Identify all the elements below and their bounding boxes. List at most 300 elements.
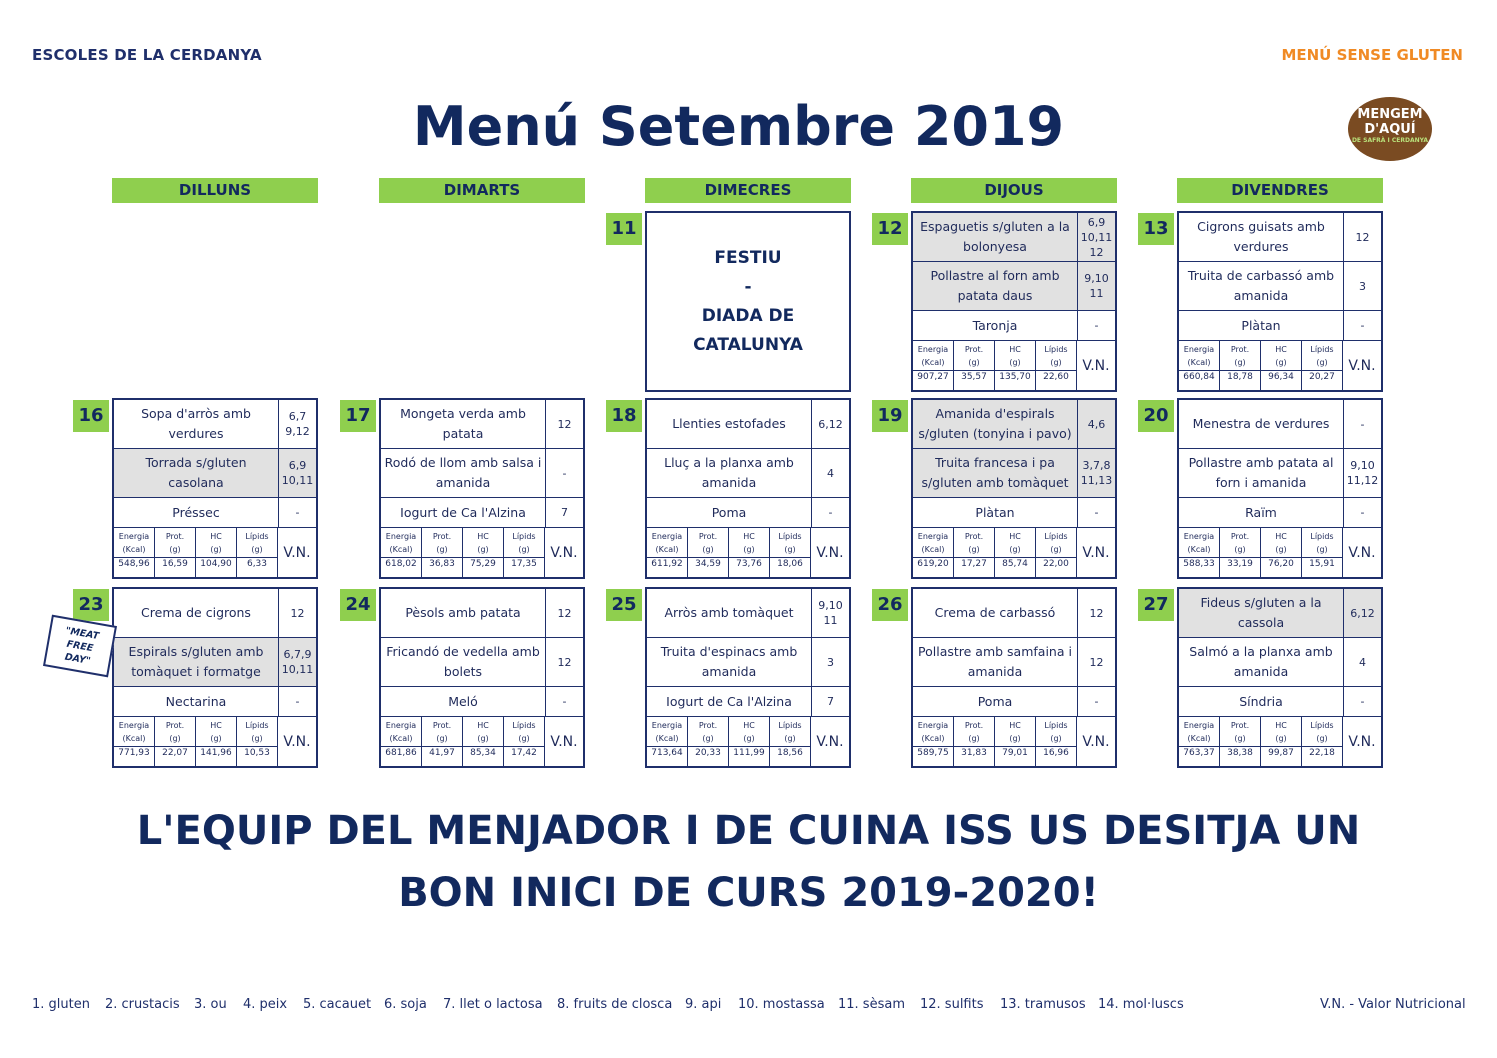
day-number: 26 — [872, 589, 908, 621]
allergen-codes: - — [562, 695, 567, 708]
dish-name: Lluç a la planxa amb amanida — [647, 449, 812, 497]
allergen-codes: - — [295, 695, 300, 708]
menu-card-d25 — [645, 587, 851, 768]
nutrition-value: 18,56 — [777, 748, 803, 758]
dish-row — [381, 589, 583, 638]
nutrition-label — [1261, 528, 1301, 558]
holiday-line-4: CATALUNYA — [693, 334, 803, 355]
nutrition-value: 17,42 — [511, 748, 537, 758]
allergen-codes: 4 — [1359, 655, 1366, 669]
menu-card-d12 — [911, 211, 1117, 392]
dish-row — [913, 687, 1115, 717]
dish-row — [1179, 400, 1381, 449]
nutrition-value: 73,76 — [736, 559, 762, 569]
allergen-codes: - — [1360, 506, 1365, 519]
nutrition-value: 85,74 — [1002, 559, 1028, 569]
nutrition-label-unit: (Kcal) — [921, 734, 945, 743]
dish-row — [1179, 311, 1381, 341]
nutrition-label — [770, 528, 810, 558]
allergen-codes: 12 — [1089, 606, 1104, 620]
nutrition-label-name: Energia — [385, 532, 417, 541]
nutrition-row — [913, 717, 1115, 766]
nutrition-lipids — [1036, 717, 1077, 766]
nutrition-label — [913, 717, 953, 747]
nutrition-label — [995, 341, 1035, 371]
vn-label: V.N. — [1348, 357, 1376, 374]
nutrition-hc — [1261, 341, 1302, 390]
nutrition-value: 76,20 — [1268, 559, 1294, 569]
nutrition-label-unit: (g) — [1234, 358, 1246, 367]
nutrition-label-unit: (g) — [477, 734, 489, 743]
dish-row — [913, 449, 1115, 498]
logo-text-1: MENGEM — [1357, 107, 1423, 122]
meat-free-line-3: DAY" — [63, 651, 92, 667]
dish-name: Pèsols amb patata — [381, 589, 546, 637]
dish-row — [913, 400, 1115, 449]
nutrition-label — [995, 528, 1035, 558]
nutrition-energy — [913, 528, 954, 577]
dish-row — [913, 638, 1115, 687]
nutrition-label — [770, 717, 810, 747]
menu-card-d20 — [1177, 398, 1383, 579]
dish-name: Arròs amb tomàquet — [647, 589, 812, 637]
nutrition-value: 20,27 — [1309, 372, 1335, 382]
nutrition-hc — [1261, 528, 1302, 577]
dish-name: Pollastre amb samfaina i amanida — [913, 638, 1078, 686]
nutrition-label-unit: (g) — [968, 358, 980, 367]
nutrition-label-unit: (g) — [968, 734, 980, 743]
nutrition-label-unit: (g) — [1316, 545, 1328, 554]
meat-free-line-2: FREE — [65, 638, 95, 655]
nutrition-row — [381, 528, 583, 577]
dish-name: Fideus s/gluten a la cassola — [1179, 589, 1344, 637]
menu-card-d27 — [1177, 587, 1383, 768]
nutrition-label-name: HC — [477, 532, 489, 541]
nutrition-label-name: Energia — [651, 532, 683, 541]
dish-row — [1179, 449, 1381, 498]
nutrition-label — [422, 528, 462, 558]
nutrition-row — [1179, 528, 1381, 577]
nutrition-lipids — [237, 717, 278, 766]
nutrition-label-unit: (g) — [1234, 545, 1246, 554]
nutrition-label — [381, 528, 421, 558]
dish-name: Mongeta verda amb patata — [381, 400, 546, 448]
allergen-2: 2. crustacis — [105, 997, 180, 1012]
dish-row — [1179, 262, 1381, 311]
vn-label: V.N. — [1082, 544, 1110, 561]
dish-name: Poma — [647, 498, 812, 527]
nutrition-value: 588,33 — [1183, 559, 1215, 569]
allergen-3: 3. ou — [194, 997, 227, 1012]
dish-row — [381, 638, 583, 687]
nutrition-label-unit: (Kcal) — [921, 545, 945, 554]
nutrition-label-unit: (g) — [436, 734, 448, 743]
nutrition-label-unit: (Kcal) — [1187, 358, 1211, 367]
nutrition-label-name: Prot. — [165, 532, 185, 541]
nutrition-label-name: HC — [1275, 721, 1287, 730]
nutrition-label — [1220, 717, 1260, 747]
dish-name: Torrada s/gluten casolana — [114, 449, 279, 497]
nutrition-label-unit: (g) — [436, 545, 448, 554]
nutrition-hc — [1261, 717, 1302, 766]
dish-name: Síndria — [1179, 687, 1344, 716]
holiday-line-2: - — [744, 276, 752, 297]
nutrition-label-name: Prot. — [698, 532, 718, 541]
nutrition-hc — [463, 717, 504, 766]
allergen-codes: 7 — [827, 695, 834, 708]
dish-name: Crema de cigrons — [114, 589, 279, 637]
allergen-codes: - — [1094, 319, 1099, 332]
nutrition-value: 104,90 — [200, 559, 232, 569]
nutrition-label — [995, 717, 1035, 747]
allergen-5: 5. cacauet — [303, 997, 372, 1012]
nutrition-row — [114, 717, 316, 766]
day-number: 17 — [340, 400, 376, 432]
nutrition-label-name: Prot. — [964, 532, 984, 541]
nutrition-label-unit: (Kcal) — [1187, 545, 1211, 554]
dish-name: Raïm — [1179, 498, 1344, 527]
nutrition-row — [114, 528, 316, 577]
nutrition-label-unit: (Kcal) — [655, 545, 679, 554]
nutrition-value: 17,27 — [961, 559, 987, 569]
nutrition-row — [1179, 341, 1381, 390]
nutrition-label-name: Prot. — [964, 721, 984, 730]
dish-row — [381, 687, 583, 717]
nutrition-value: 20,33 — [695, 748, 721, 758]
dish-name: Salmó a la planxa amb amanida — [1179, 638, 1344, 686]
nutrition-label-unit: (g) — [169, 545, 181, 554]
nutrition-label — [954, 528, 994, 558]
nutrition-label-name: Prot. — [432, 532, 452, 541]
nutrition-value: 16,59 — [162, 559, 188, 569]
nutrition-label-name: Prot. — [165, 721, 185, 730]
dish-name: Sopa d'arròs amb verdures — [114, 400, 279, 448]
allergen-codes: 6,9 10,11 — [279, 449, 316, 497]
allergen-codes: 4,6 — [1078, 400, 1115, 448]
nutrition-prot — [954, 528, 995, 577]
nutrition-prot — [954, 717, 995, 766]
banner-line-1: L'EQUIP DEL MENJADOR I DE CUINA ISS US DESITJA UN — [136, 808, 1361, 854]
nutrition-label-unit: (g) — [1050, 734, 1062, 743]
day-header-tuesday: DIMARTS — [379, 178, 585, 203]
nutrition-energy — [647, 528, 688, 577]
nutrition-label-unit: (g) — [1316, 734, 1328, 743]
nutrition-value: 96,34 — [1268, 372, 1294, 382]
nutrition-label-unit: (g) — [1009, 734, 1021, 743]
nutrition-label — [196, 528, 236, 558]
nutrition-label-unit: (g) — [1275, 545, 1287, 554]
menu-card-d18 — [645, 398, 851, 579]
nutrition-label — [155, 528, 195, 558]
nutrition-label — [729, 528, 769, 558]
nutrition-label-name: HC — [743, 532, 755, 541]
nutrition-label — [155, 717, 195, 747]
allergen-codes: 6,12 — [1344, 589, 1381, 637]
allergen-codes: - — [562, 466, 567, 480]
nutrition-energy — [647, 717, 688, 766]
nutrition-value: 36,83 — [429, 559, 455, 569]
nutrition-value: 681,86 — [385, 748, 417, 758]
dish-name: Poma — [913, 687, 1078, 716]
nutrition-value: 99,87 — [1268, 748, 1294, 758]
nutrition-label-name: Energia — [1183, 345, 1215, 354]
nutrition-label-unit: (g) — [968, 545, 980, 554]
dish-name: Menestra de verdures — [1179, 400, 1344, 448]
nutrition-label — [913, 528, 953, 558]
allergen-codes: - — [1360, 417, 1365, 431]
nutrition-label — [1179, 717, 1219, 747]
nutrition-lipids — [504, 717, 545, 766]
menu-type: MENÚ SENSE GLUTEN — [1281, 46, 1463, 64]
nutrition-lipids — [1036, 341, 1077, 390]
nutrition-label-unit: (g) — [1050, 545, 1062, 554]
nutrition-label-name: HC — [210, 721, 222, 730]
nutrition-label — [647, 528, 687, 558]
nutrition-hc — [995, 717, 1036, 766]
nutrition-value: 660,84 — [1183, 372, 1215, 382]
nutrition-label-unit: (g) — [784, 545, 796, 554]
nutrition-label — [1036, 341, 1076, 371]
dish-row — [647, 449, 849, 498]
nutrition-label — [1179, 341, 1219, 371]
dish-row — [381, 400, 583, 449]
allergen-codes: 9,10 11 — [1078, 262, 1115, 310]
nutrition-label-unit: (Kcal) — [389, 545, 413, 554]
dish-name: Iogurt de Ca l'Alzina — [647, 687, 812, 716]
dish-row — [1179, 687, 1381, 717]
dish-name: Crema de carbassó — [913, 589, 1078, 637]
menu-card-d17 — [379, 398, 585, 579]
allergen-codes: 12 — [557, 606, 572, 620]
nutrition-value: 22,60 — [1043, 372, 1069, 382]
day-number: 24 — [340, 589, 376, 621]
nutrition-energy — [381, 528, 422, 577]
nutrition-label — [1261, 341, 1301, 371]
nutrition-prot — [422, 528, 463, 577]
nutrition-label — [688, 528, 728, 558]
nutrition-lipids — [237, 528, 278, 577]
nutrition-label-unit: (g) — [743, 734, 755, 743]
menu-card-d16 — [112, 398, 318, 579]
allergen-codes: 3 — [827, 655, 834, 669]
nutrition-label — [954, 717, 994, 747]
nutrition-label-name: HC — [210, 532, 222, 541]
nutrition-label-name: Lípids — [512, 532, 536, 541]
allergen-codes: 12 — [1089, 655, 1104, 669]
nutrition-lipids — [770, 528, 811, 577]
dish-name: Cigrons guisats amb verdures — [1179, 213, 1344, 261]
dish-name: Pollastre amb patata al forn i amanida — [1179, 449, 1344, 497]
vn-label: V.N. — [816, 544, 844, 561]
allergen-codes: 12 — [557, 655, 572, 669]
nutrition-value: 22,00 — [1043, 559, 1069, 569]
nutrition-label — [114, 717, 154, 747]
nutrition-label-name: HC — [1009, 721, 1021, 730]
nutrition-lipids — [1302, 528, 1343, 577]
nutrition-energy — [913, 341, 954, 390]
nutrition-value: 907,27 — [917, 372, 949, 382]
nutrition-label-unit: (g) — [1275, 358, 1287, 367]
meat-free-line-1: "MEAT — [64, 625, 100, 643]
nutrition-value: 41,97 — [429, 748, 455, 758]
allergen-codes: 6,12 — [818, 417, 843, 431]
dish-name: Llenties estofades — [647, 400, 812, 448]
allergen-codes: 3,7,8 11,13 — [1078, 449, 1115, 497]
nutrition-prot — [688, 717, 729, 766]
nutrition-label — [237, 528, 277, 558]
nutrition-lipids — [770, 717, 811, 766]
nutrition-value: 713,64 — [651, 748, 683, 758]
vn-label: V.N. — [1082, 733, 1110, 750]
allergen-codes: - — [1360, 319, 1365, 332]
dish-row — [1179, 498, 1381, 528]
nutrition-label — [1036, 528, 1076, 558]
nutrition-label-name: Prot. — [1230, 345, 1250, 354]
nutrition-prot — [1220, 528, 1261, 577]
allergen-codes: - — [1094, 506, 1099, 519]
nutrition-row — [913, 341, 1115, 390]
nutrition-value: 771,93 — [118, 748, 150, 758]
day-number: 13 — [1138, 213, 1174, 245]
nutrition-label — [422, 717, 462, 747]
nutrition-energy — [1179, 341, 1220, 390]
nutrition-label-unit: (g) — [210, 734, 222, 743]
dish-row — [381, 449, 583, 498]
nutrition-hc — [463, 528, 504, 577]
dish-row — [114, 498, 316, 528]
nutrition-label-unit: (Kcal) — [122, 545, 146, 554]
allergen-codes: 12 — [557, 417, 572, 431]
nutrition-label — [1220, 341, 1260, 371]
nutrition-hc — [196, 528, 237, 577]
day-number: 20 — [1138, 400, 1174, 432]
nutrition-value: 18,78 — [1227, 372, 1253, 382]
nutrition-label-name: HC — [477, 721, 489, 730]
menu-card-d23 — [112, 587, 318, 768]
nutrition-label — [1302, 528, 1342, 558]
dish-row — [1179, 213, 1381, 262]
nutrition-label — [463, 528, 503, 558]
nutrition-label-unit: (g) — [477, 545, 489, 554]
holiday-card — [645, 211, 851, 392]
nutrition-hc — [729, 717, 770, 766]
nutrition-hc — [729, 528, 770, 577]
nutrition-label-unit: (Kcal) — [122, 734, 146, 743]
nutrition-label-name: Lípids — [1044, 345, 1068, 354]
nutrition-label — [504, 717, 544, 747]
dish-row — [1179, 589, 1381, 638]
allergen-1: 1. gluten — [32, 997, 90, 1012]
vn-label: V.N. — [1348, 544, 1376, 561]
day-number: 27 — [1138, 589, 1174, 621]
nutrition-value: 35,57 — [961, 372, 987, 382]
dish-row — [647, 638, 849, 687]
dish-name: Truita francesa i pa s/gluten amb tomàquet — [913, 449, 1078, 497]
nutrition-label-unit: (g) — [1009, 358, 1021, 367]
dish-name: Préssec — [114, 498, 279, 527]
allergen-codes: - — [828, 506, 833, 519]
dish-row — [913, 498, 1115, 528]
nutrition-lipids — [1036, 528, 1077, 577]
nutrition-label — [237, 717, 277, 747]
allergen-codes: 3 — [1359, 279, 1366, 293]
vn-label: V.N. — [283, 544, 311, 561]
allergen-codes: 6,7,9 10,11 — [279, 638, 316, 686]
nutrition-value: 22,07 — [162, 748, 188, 758]
nutrition-value: 111,99 — [733, 748, 765, 758]
nutrition-label-name: Energia — [917, 532, 949, 541]
nutrition-label-unit: (g) — [1050, 358, 1062, 367]
nutrition-energy — [1179, 717, 1220, 766]
nutrition-label-name: Energia — [917, 721, 949, 730]
nutrition-label-name: Lípids — [245, 532, 269, 541]
nutrition-label-name: HC — [1009, 532, 1021, 541]
nutrition-prot — [422, 717, 463, 766]
nutrition-label-unit: (Kcal) — [655, 734, 679, 743]
nutrition-label-unit: (g) — [1009, 545, 1021, 554]
nutrition-label-unit: (g) — [702, 734, 714, 743]
nutrition-value: 15,91 — [1309, 559, 1335, 569]
nutrition-value: 611,92 — [651, 559, 683, 569]
dish-row — [1179, 638, 1381, 687]
nutrition-value: 33,19 — [1227, 559, 1253, 569]
logo-text-3: DE SAFRÀ I CERDANYA — [1351, 137, 1429, 144]
nutrition-label-name: Lípids — [1310, 721, 1334, 730]
meat-free-day-stamp — [43, 615, 117, 678]
nutrition-value: 85,34 — [470, 748, 496, 758]
nutrition-label-name: Prot. — [1230, 721, 1250, 730]
nutrition-label-unit: (Kcal) — [389, 734, 413, 743]
menu-card-d13 — [1177, 211, 1383, 392]
nutrition-value: 141,96 — [200, 748, 232, 758]
nutrition-value: 34,59 — [695, 559, 721, 569]
dish-row — [647, 687, 849, 717]
nutrition-label-unit: (g) — [784, 734, 796, 743]
nutrition-label-unit: (g) — [251, 545, 263, 554]
allergen-14: 14. mol·luscs — [1098, 997, 1184, 1012]
nutrition-value: 16,96 — [1043, 748, 1069, 758]
nutrition-label-unit: (g) — [251, 734, 263, 743]
nutrition-row — [1179, 717, 1381, 766]
nutrition-value: 18,06 — [777, 559, 803, 569]
allergen-codes: 4 — [827, 466, 834, 480]
allergen-9: 9. api — [685, 997, 722, 1012]
allergen-12: 12. sulfits — [920, 997, 984, 1012]
school-name: ESCOLES DE LA CERDANYA — [32, 46, 262, 64]
day-number: 18 — [606, 400, 642, 432]
nutrition-prot — [155, 528, 196, 577]
nutrition-label — [196, 717, 236, 747]
vn-label: V.N. — [816, 733, 844, 750]
nutrition-label-name: Energia — [385, 721, 417, 730]
dish-row — [647, 400, 849, 449]
vn-label: V.N. — [1082, 357, 1110, 374]
nutrition-row — [913, 528, 1115, 577]
dish-row — [913, 262, 1115, 311]
nutrition-energy — [114, 528, 155, 577]
allergen-11: 11. sèsam — [838, 997, 905, 1012]
nutrition-prot — [954, 341, 995, 390]
nutrition-label — [954, 341, 994, 371]
dish-row — [114, 638, 316, 687]
nutrition-label-name: Lípids — [1310, 532, 1334, 541]
nutrition-label-name: Energia — [118, 532, 150, 541]
dish-name: Pollastre al forn amb patata daus — [913, 262, 1078, 310]
nutrition-hc — [995, 341, 1036, 390]
day-header-wednesday: DIMECRES — [645, 178, 851, 203]
day-number: 25 — [606, 589, 642, 621]
nutrition-label-name: Prot. — [432, 721, 452, 730]
